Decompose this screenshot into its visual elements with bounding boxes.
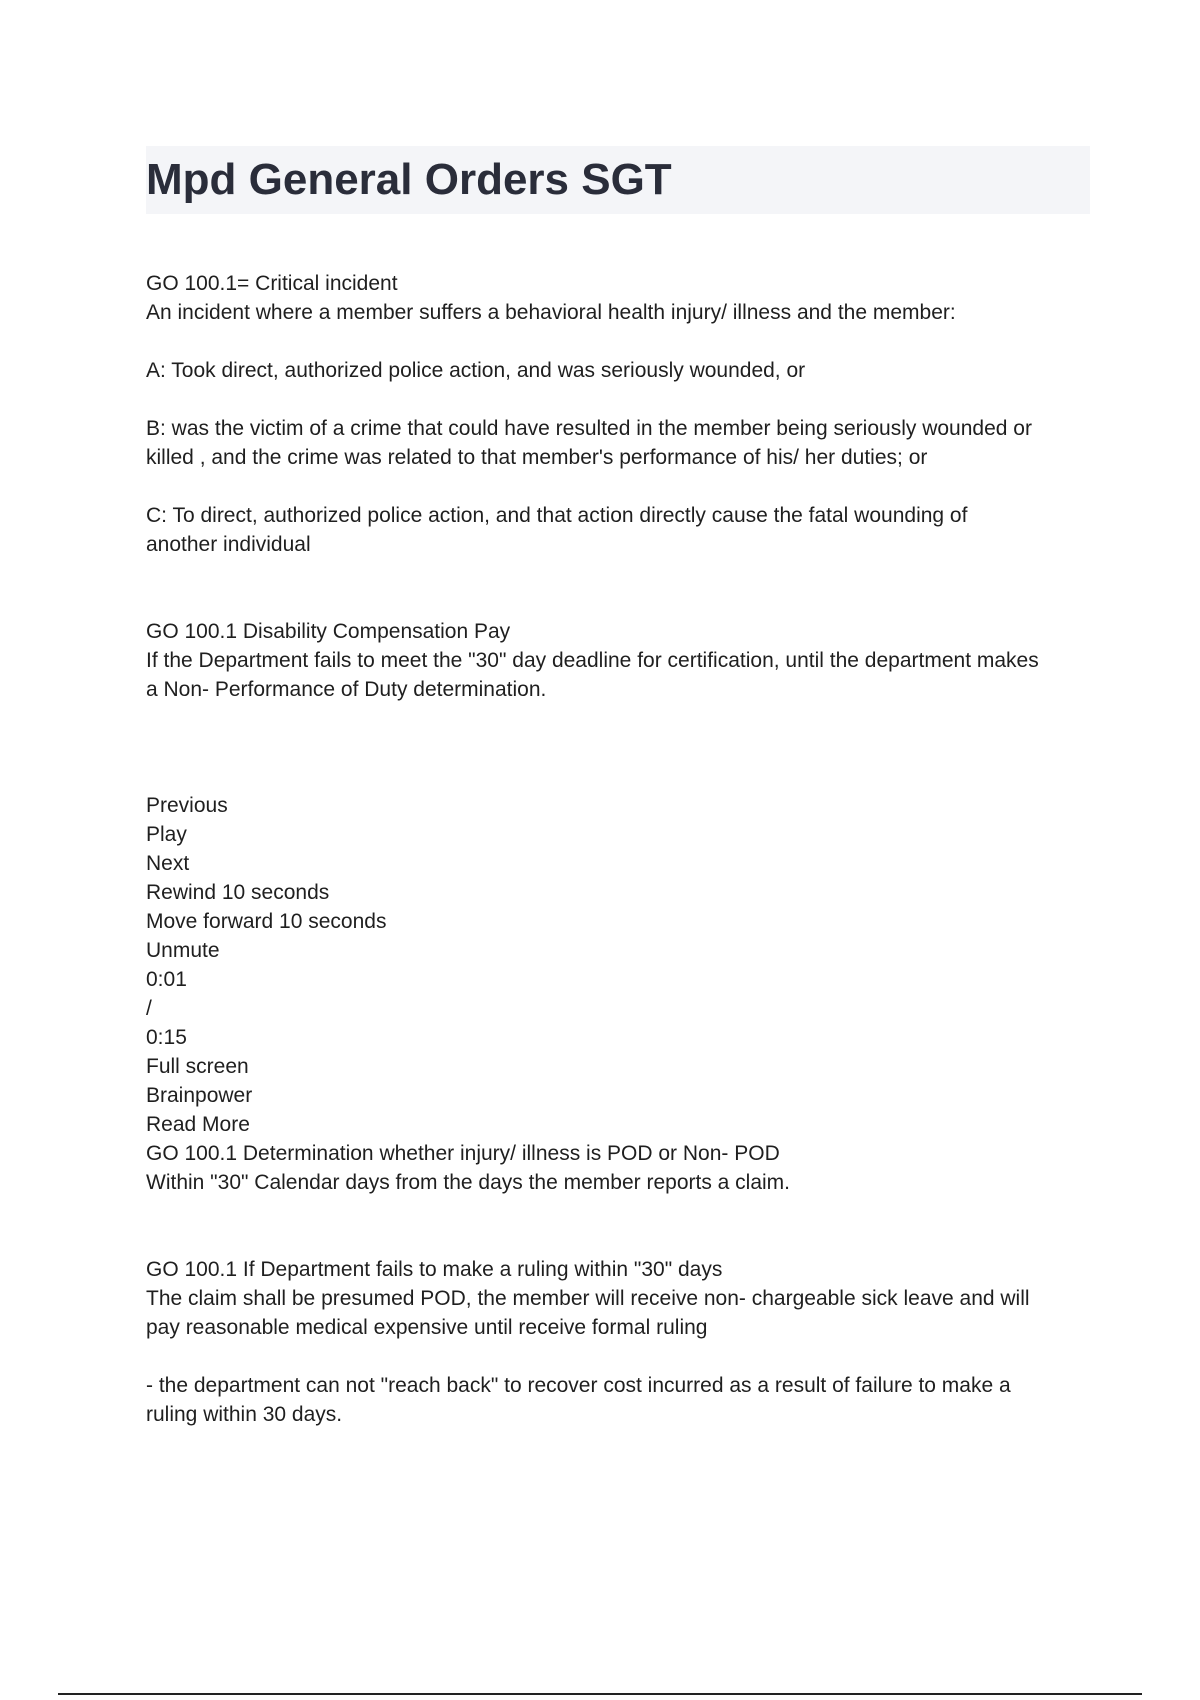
card-note-line1: - the department can not "reach back" to recover cost incurred as a result of failure to make a — [146, 1374, 1011, 1397]
card-definition-line2: pay reasonable medical expensive until receive formal ruling — [146, 1316, 708, 1339]
card-definition-line1: The claim shall be presumed POD, the member will receive non- chargeable sick leave and will — [146, 1287, 1030, 1310]
card-definition-line1: If the Department fails to meet the "30" day deadline for certification, until the department makes — [146, 649, 1039, 672]
footer-divider — [58, 1693, 1142, 1695]
card-determination — [146, 1139, 1096, 1197]
rewind-button[interactable]: Rewind 10 seconds — [146, 881, 330, 904]
previous-button[interactable]: Previous — [146, 794, 228, 817]
card-option-c-line1: C: To direct, authorized police action, and that action directly cause the fatal wounding of — [146, 504, 968, 527]
card-definition-line2: a Non- Performance of Duty determination. — [146, 678, 547, 701]
card-term: GO 100.1 Determination whether injury/ illness is POD or Non- POD — [146, 1142, 780, 1165]
card-critical-incident — [146, 269, 1096, 559]
card-option-a: A: Took direct, authorized police action, and was seriously wounded, or — [146, 359, 806, 382]
time-separator: / — [146, 997, 152, 1020]
duration: 0:15 — [146, 1026, 187, 1049]
card-definition: Within "30" Calendar days from the days the member reports a claim. — [146, 1171, 791, 1194]
card-ruling-failure — [146, 1255, 1096, 1429]
fullscreen-button[interactable]: Full screen — [146, 1055, 249, 1078]
brand-label[interactable]: Brainpower — [146, 1084, 253, 1107]
document-body — [146, 269, 1096, 1429]
title-banner — [146, 146, 1090, 214]
play-button[interactable]: Play — [146, 823, 187, 846]
read-more-link[interactable]: Read More — [146, 1113, 250, 1136]
current-time: 0:01 — [146, 968, 187, 991]
card-note-line2: ruling within 30 days. — [146, 1403, 343, 1426]
video-player-text — [146, 791, 1096, 1139]
forward-button[interactable]: Move forward 10 seconds — [146, 910, 387, 933]
card-definition: An incident where a member suffers a behavioral health injury/ illness and the member: — [146, 301, 956, 324]
card-term: GO 100.1 If Department fails to make a ruling within "30" days — [146, 1258, 723, 1281]
next-button[interactable]: Next — [146, 852, 190, 875]
card-disability-pay — [146, 617, 1096, 704]
card-option-b-line2: killed , and the crime was related to that member's performance of his/ her duties; or — [146, 446, 928, 469]
card-term: GO 100.1= Critical incident — [146, 272, 398, 295]
card-term: GO 100.1 Disability Compensation Pay — [146, 620, 511, 643]
card-option-b-line1: B: was the victim of a crime that could have resulted in the member being seriously wounded or — [146, 417, 1032, 440]
page-title: Mpd General Orders SGT — [146, 155, 672, 204]
unmute-button[interactable]: Unmute — [146, 939, 220, 962]
card-option-c-line2: another individual — [146, 533, 311, 556]
